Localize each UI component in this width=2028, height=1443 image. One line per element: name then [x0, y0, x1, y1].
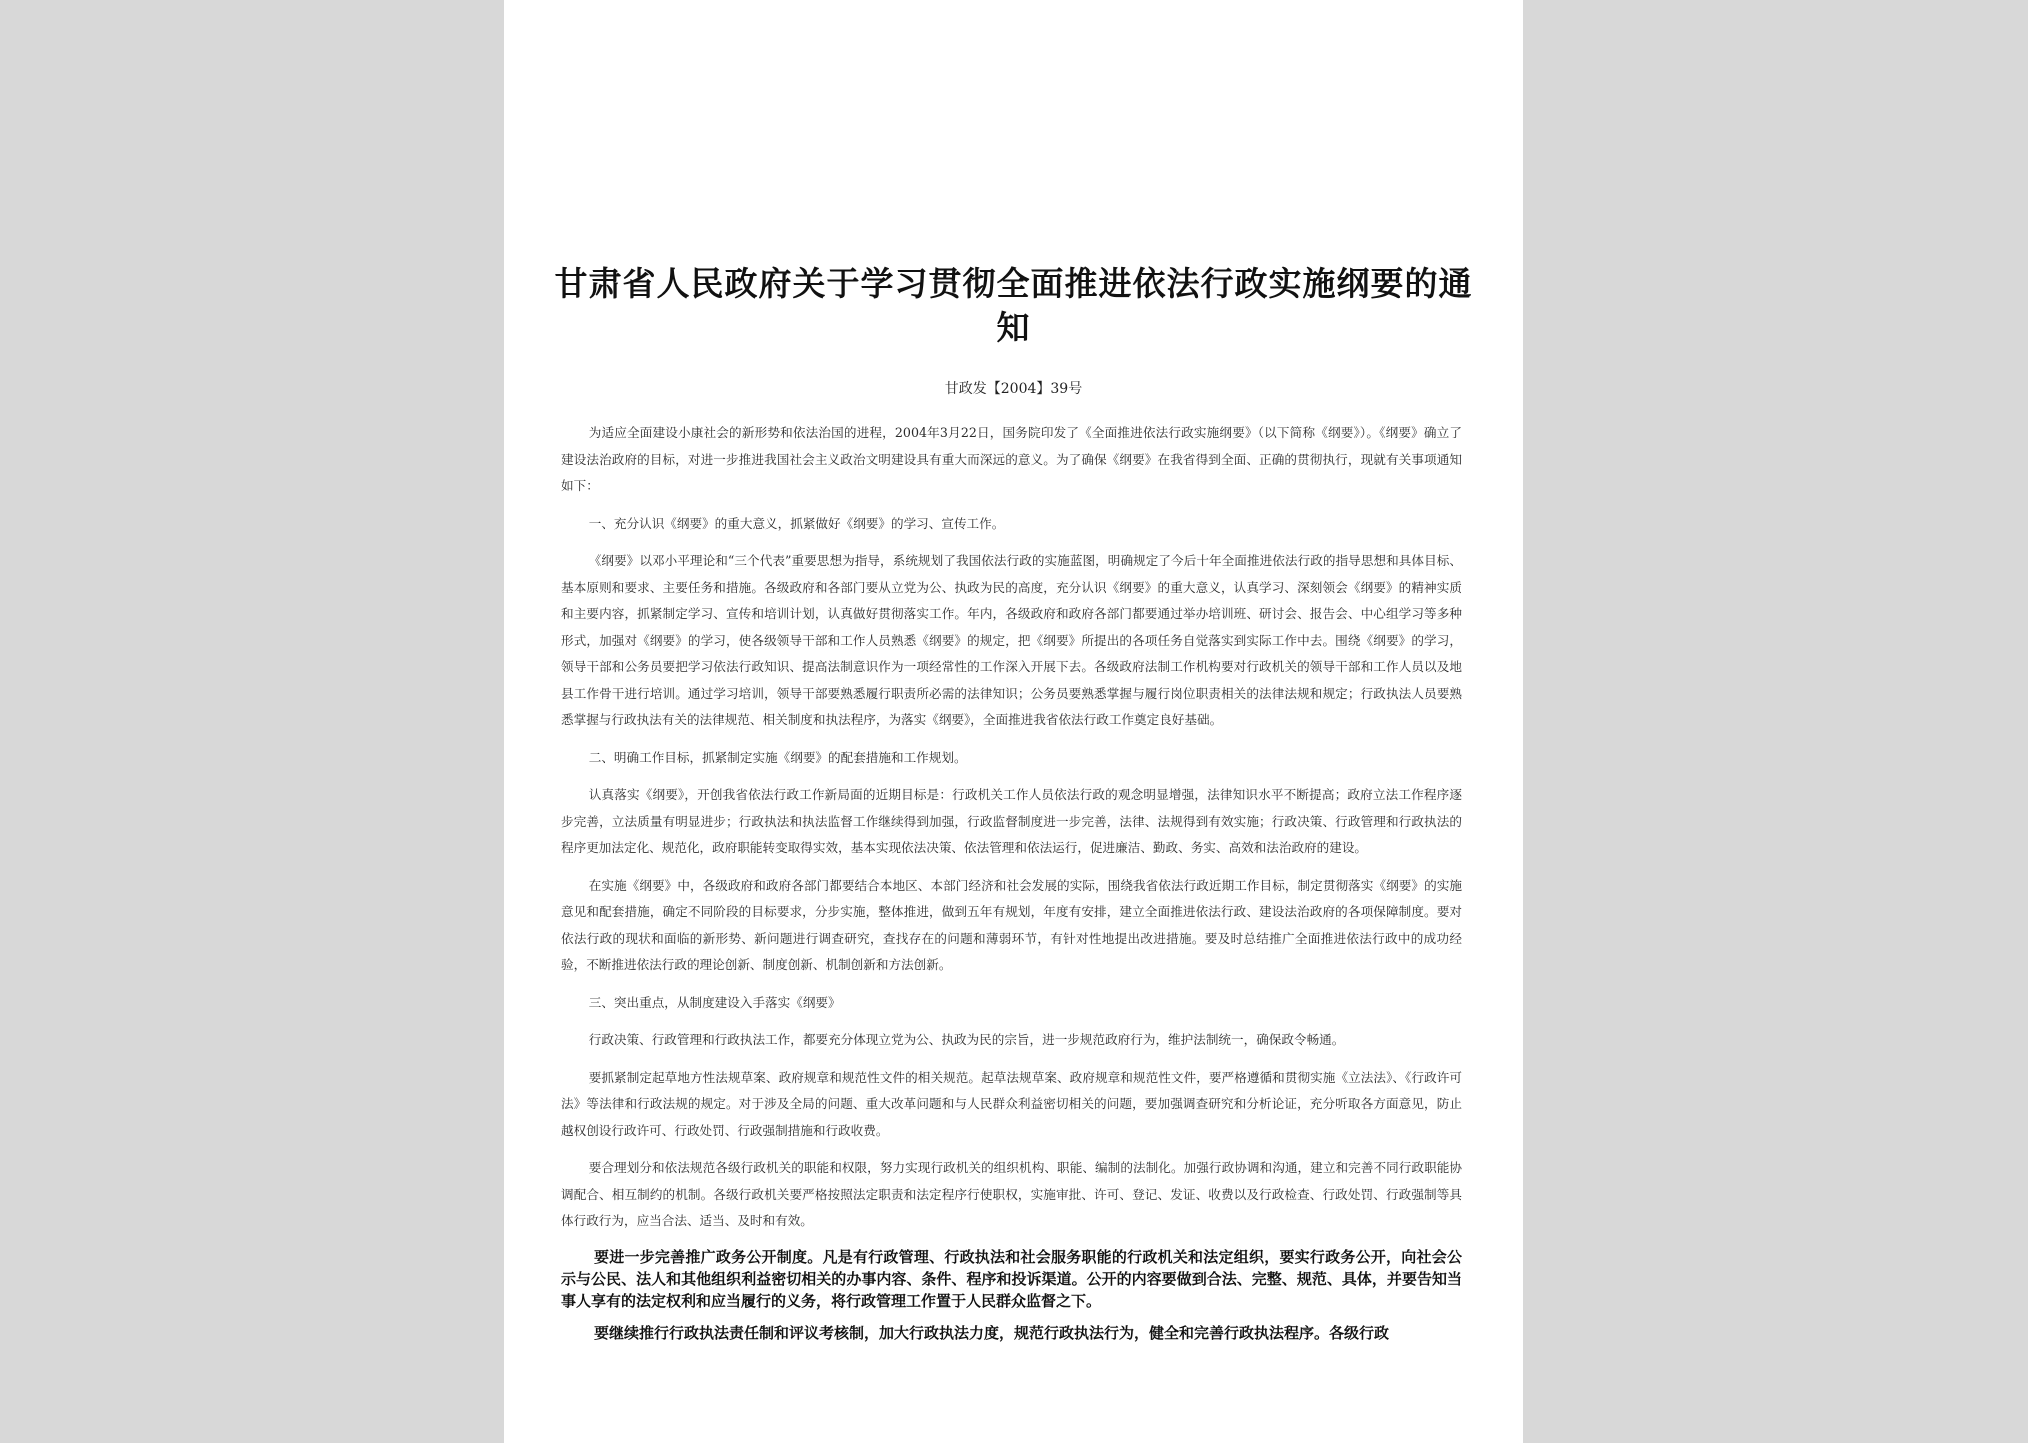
section-heading-3: 三、突出重点，从制度建设入手落实《纲要》	[588, 994, 841, 1010]
section-heading-1: 一、充分认识《纲要》的重大意义，抓紧做好《纲要》的学习、宣传工作。	[588, 515, 1005, 531]
document-page	[504, 0, 1523, 1443]
section-heading-2: 二、明确工作目标，抓紧制定实施《纲要》的配套措施和工作规划。	[588, 749, 967, 765]
paragraph: 在实施《纲要》中，各级政府和政府各部门都要结合本地区、本部门经济和社会发展的实际，围绕我省依法行政近期工作目标，制定贯彻落实《纲要》的实施意见和配套措施，确定不同阶段的目标要求，分步实施，整体推进，做到五年有规划，年度有安排，建立全面推进依法行政、建设法治政府的各项保障制度。要对依法行政的现状和面临的新形势、新问题进行调查研究，查找存在的问题和薄弱环节，有针对性地提出改进措施。要及时总结推广全面推进依法行政中的成功经验，不断推进依法行政的理论创新、制度创新、机制创新和方法创新。	[561, 877, 1462, 972]
document-title: 甘肃省人民政府关于学习贯彻全面推进依法行政实施纲要的通知	[554, 264, 1473, 347]
paragraph-intro: 为适应全面建设小康社会的新形势和依法治国的进程，2004年3月22日，国务院印发了《全面推进依法行政实施纲要》（以下简称《纲要》）。《纲要》确立了建设法治政府的目标，对进一步推进我国社会主义政治文明建设具有重大而深远的意义。为了确保《纲要》在我省得到全面、正确的贯彻执行，现就有关事项通知如下：	[561, 425, 1462, 493]
paragraph: 要合理划分和依法规范各级行政机关的职能和权限，努力实现行政机关的组织机构、职能、编制的法制化。加强行政协调和沟通，建立和完善不同行政职能协调配合、相互制约的机制。各级行政机关要严格按照法定职责和法定程序行使职权，实施审批、许可、登记、发证、收费以及行政检查、行政处罚、行政强制等具体行政行为，应当合法、适当、及时和有效。	[561, 1160, 1462, 1228]
document-number: 甘政发【2004】39号	[944, 381, 1083, 397]
paragraph: 认真落实《纲要》，开创我省依法行政工作新局面的近期目标是：行政机关工作人员依法行政的观念明显增强，法律知识水平不断提高；政府立法工作程序逐步完善，立法质量有明显进步；行政执法和执法监督工作继续得到加强，行政监督制度进一步完善，法律、法规得到有效实施；行政决策、行政管理和行政执法的程序更加法定化、规范化，政府职能转变取得实效，基本实现依法决策、依法管理和依法运行，促进廉洁、勤政、务实、高效和法治政府的建设。	[561, 787, 1462, 855]
paragraph: 要抓紧制定起草地方性法规草案、政府规章和规范性文件的相关规范。起草法规草案、政府规章和规范性文件，要严格遵循和贯彻实施《立法法》、《行政许可法》等法律和行政法规的规定。对于涉及全局的问题、重大改革问题和与人民群众利益密切相关的问题，要加强调查研究和分析论证，充分听取各方面意见，防止越权创设行政许可、行政处罚、行政强制措施和行政收费。	[561, 1069, 1462, 1138]
paragraph: 行政决策、行政管理和行政执法工作，都要充分体现立党为公、执政为民的宗旨，进一步规范政府行为，维护法制统一，确保政令畅通。	[588, 1032, 1345, 1047]
large-text-block	[561, 1246, 1462, 1344]
paragraph: 《纲要》以邓小平理论和“三个代表”重要思想为指导，系统规划了我国依法行政的实施蓝图，明确规定了今后十年全面推进依法行政的指导思想和具体目标、基本原则和要求、主要任务和措施。各级政府和各部门要从立党为公、执政为民的高度，充分认识《纲要》的重大意义，认真学习、深刻领会《纲要》的精神实质和主要内容，抓紧制定学习、宣传和培训计划，认真做好贯彻落实工作。年内，各级政府和政府各部门都要通过举办培训班、研讨会、报告会、中心组学习等多种形式，加强对《纲要》的学习，使各级领导干部和工作人员熟悉《纲要》的规定，把《纲要》所提出的各项任务自觉落实到实际工作中去。围绕《纲要》的学习，领导干部和公务员要把学习依法行政知识、提高法制意识作为一项经常性的工作深入开展下去。各级政府法制工作机构要对行政机关的领导干部和工作人员以及地县工作骨干进行培训。通过学习培训，领导干部要熟悉履行职责所必需的法律知识；公务员要熟悉掌握与履行岗位职责相关的法律法规和规定；行政执法人员要熟悉掌握与行政执法有关的法律规范、相关制度和执法程序，为落实《纲要》，全面推进我省依法行政工作奠定良好基础。	[561, 553, 1462, 727]
paragraph: 要进一步完善推广政务公开制度。凡是有行政管理、行政执法和社会服务职能的行政机关和法定组织，要实行政务公开，向社会公示与公民、法人和其他组织利益密切相关的办事内容、条件、程序和投诉渠道。公开的内容要做到合法、完整、规范、具体，并要告知当事人享有的法定权利和应当履行的义务，将行政管理工作置于人民群众监督之下。	[561, 1247, 1462, 1310]
document-body	[561, 420, 1462, 1354]
paragraph: 要继续推行行政执法责任制和评议考核制，加大行政执法力度，规范行政执法行为，健全和完善行政执法程序。各级行政	[594, 1323, 1390, 1342]
